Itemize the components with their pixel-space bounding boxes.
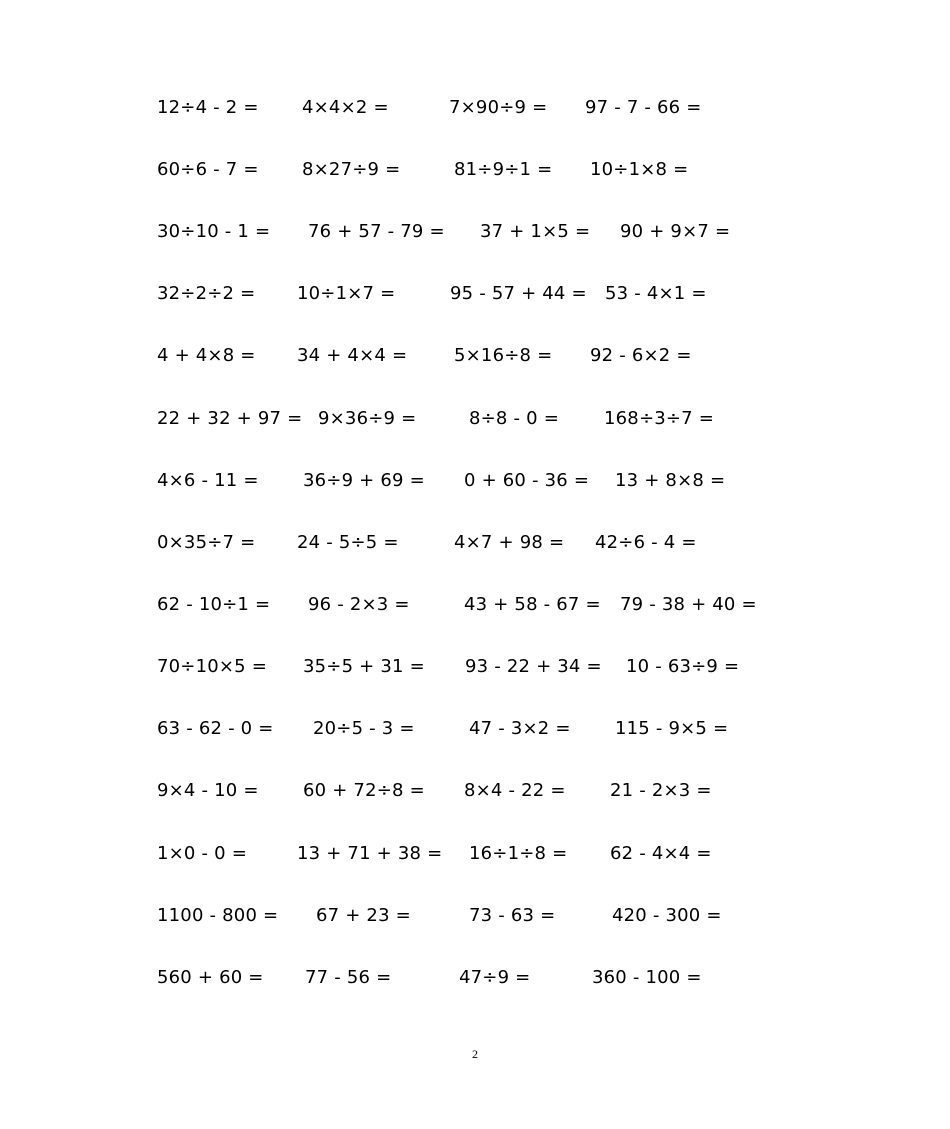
- problem: 8÷8 - 0 =: [469, 408, 559, 429]
- problem-row: [0, 594, 950, 624]
- problem: 47÷9 =: [459, 967, 531, 988]
- problem: 97 - 7 - 66 =: [585, 97, 702, 118]
- problem: 13 + 8×8 =: [615, 470, 726, 491]
- problem: 43 + 58 - 67 =: [464, 594, 601, 615]
- problem: 8×4 - 22 =: [464, 780, 566, 801]
- problem: 35÷5 + 31 =: [303, 656, 425, 677]
- problem: 47 - 3×2 =: [469, 718, 571, 739]
- problem-row: [0, 532, 950, 562]
- problem-row: [0, 97, 950, 127]
- problem: 16÷1÷8 =: [469, 843, 568, 864]
- problem: 79 - 38 + 40 =: [620, 594, 757, 615]
- problem: 93 - 22 + 34 =: [465, 656, 602, 677]
- problem: 420 - 300 =: [612, 905, 722, 926]
- problem: 90 + 9×7 =: [620, 221, 731, 242]
- problem: 4 + 4×8 =: [157, 345, 256, 366]
- problem: 67 + 23 =: [316, 905, 411, 926]
- problem: 24 - 5÷5 =: [297, 532, 399, 553]
- problem: 21 - 2×3 =: [610, 780, 712, 801]
- problem: 92 - 6×2 =: [590, 345, 692, 366]
- problem: 62 - 4×4 =: [610, 843, 712, 864]
- problem: 22 + 32 + 97 =: [157, 408, 303, 429]
- problem: 96 - 2×3 =: [308, 594, 410, 615]
- problem: 7×90÷9 =: [449, 97, 548, 118]
- problem: 63 - 62 - 0 =: [157, 718, 274, 739]
- problem-row: [0, 656, 950, 686]
- problem: 70÷10×5 =: [157, 656, 268, 677]
- problem-row: [0, 967, 950, 997]
- problem-row: [0, 345, 950, 375]
- problem: 36÷9 + 69 =: [303, 470, 425, 491]
- problem: 62 - 10÷1 =: [157, 594, 271, 615]
- problem: 1100 - 800 =: [157, 905, 279, 926]
- problem: 4×7 + 98 =: [454, 532, 565, 553]
- problem: 77 - 56 =: [305, 967, 392, 988]
- problem-row: [0, 843, 950, 873]
- problem: 95 - 57 + 44 =: [450, 283, 587, 304]
- problem: 42÷6 - 4 =: [595, 532, 697, 553]
- problem: 9×4 - 10 =: [157, 780, 259, 801]
- problem: 4×6 - 11 =: [157, 470, 259, 491]
- problem: 32÷2÷2 =: [157, 283, 256, 304]
- problem: 34 + 4×4 =: [297, 345, 408, 366]
- problem: 10 - 63÷9 =: [626, 656, 740, 677]
- problem: 12÷4 - 2 =: [157, 97, 259, 118]
- problem: 8×27÷9 =: [302, 159, 401, 180]
- problem-row: [0, 470, 950, 500]
- problem: 20÷5 - 3 =: [313, 718, 415, 739]
- problem-row: [0, 283, 950, 313]
- problem-row: [0, 905, 950, 935]
- problem: 9×36÷9 =: [318, 408, 417, 429]
- problem-row: [0, 221, 950, 251]
- problem: 10÷1×7 =: [297, 283, 396, 304]
- problem: 30÷10 - 1 =: [157, 221, 271, 242]
- problem: 5×16÷8 =: [454, 345, 553, 366]
- problem: 360 - 100 =: [592, 967, 702, 988]
- problem-row: [0, 718, 950, 748]
- problem-row: [0, 780, 950, 810]
- problem: 168÷3÷7 =: [604, 408, 715, 429]
- problem: 0×35÷7 =: [157, 532, 256, 553]
- problem: 115 - 9×5 =: [615, 718, 729, 739]
- problem: 1×0 - 0 =: [157, 843, 247, 864]
- problem-row: [0, 159, 950, 189]
- problem: 10÷1×8 =: [590, 159, 689, 180]
- problem: 60÷6 - 7 =: [157, 159, 259, 180]
- problem: 81÷9÷1 =: [454, 159, 553, 180]
- problem: 13 + 71 + 38 =: [297, 843, 443, 864]
- problem: 53 - 4×1 =: [605, 283, 707, 304]
- problem: 4×4×2 =: [302, 97, 389, 118]
- page-number: 2: [472, 1047, 478, 1061]
- problem: 0 + 60 - 36 =: [464, 470, 590, 491]
- problem: 37 + 1×5 =: [480, 221, 591, 242]
- problem: 73 - 63 =: [469, 905, 556, 926]
- problem: 76 + 57 - 79 =: [308, 221, 445, 242]
- problem-row: [0, 408, 950, 438]
- problem: 560 + 60 =: [157, 967, 264, 988]
- problem: 60 + 72÷8 =: [303, 780, 425, 801]
